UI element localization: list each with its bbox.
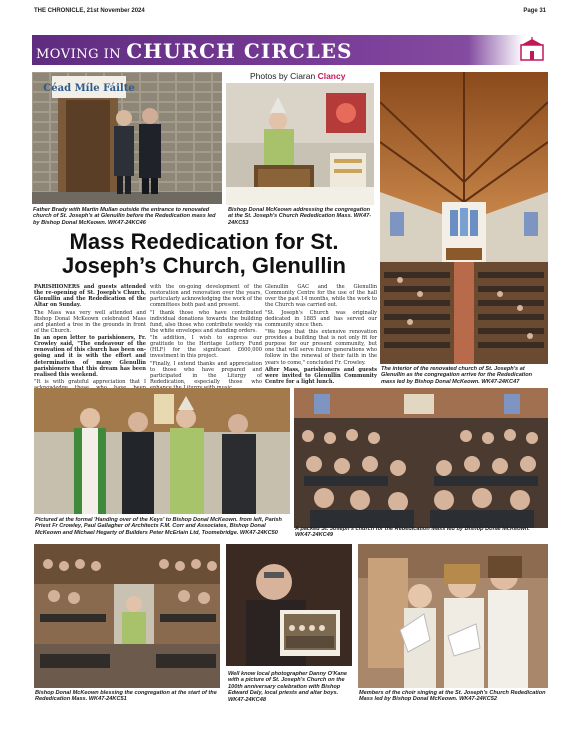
page-number: Page 31 bbox=[523, 8, 546, 14]
photo-choir-singing-art bbox=[358, 544, 548, 688]
photo-local-photographer-art bbox=[226, 544, 352, 666]
photo-bishop-addressing bbox=[226, 83, 374, 205]
caption-church-interior: The interior of the renovated church of St. Joseph's at Glenullin as the congregation arrive for the Rededication mass led by Bishop Donal McKeown. WK47-24KC47 bbox=[381, 366, 533, 385]
article-paragraph: "I thank those who have contributed individual donations towards the building fund, also those who contribute weekly via the white envelopes and standing orders. bbox=[150, 309, 262, 334]
caption-bishop-addressing: Bishop Donal McKeown addressing the congregation at the St. Joseph's Church Rededication Mass. WK47-24KC53 bbox=[228, 207, 372, 226]
article-paragraph: "We hope that this extensive renovation provides a building that is not only fit for purpose for our present community, but one that will serve future generations who follow in the renewal of their faith in the years to come," concluded Fr. Crowley. bbox=[265, 329, 377, 366]
photo-church-interior bbox=[380, 72, 548, 364]
photo-packed-church-art bbox=[294, 388, 548, 528]
photo-handing-over-keys bbox=[34, 388, 290, 514]
caption-bishop-blessing: Bishop Donal McKeown blessing the congregation at the start of the Rededication Mass. WK47-24KC51 bbox=[35, 690, 217, 703]
caption-packed-church: A packed St. Joseph's church for the Rededication Mass led by Bishop Donal McKeown. WK47-24KC49 bbox=[295, 526, 530, 539]
masthead bbox=[34, 8, 546, 18]
church-icon bbox=[519, 37, 545, 63]
section-title-main: CHURCH CIRCLES bbox=[126, 39, 353, 63]
article-lede: PARISHIONERS and guests attended the re-opening of St. Joseph's Church, Glenullin and the Rededication of the Altar on Sunday. bbox=[34, 284, 146, 309]
photo-bishop-blessing-art bbox=[34, 544, 220, 688]
article-paragraph: with the on-going development of the restoration and renovation over the years, particularly acknowledging the work of the committees both past and present. bbox=[150, 284, 262, 309]
photographer-name: Clancy bbox=[317, 71, 346, 81]
article-headline: Mass Rededication for St. Joseph’s Church, Glenullin bbox=[61, 229, 346, 278]
article-paragraph: "St. Joseph's Church was originally dedicated in 1885 and has served our community since then. bbox=[265, 309, 377, 328]
article-paragraph: "In addition, I wish to express our gratitude to the Heritage Lottery Fund (HLF) for the significant £600,000 investment in this project. bbox=[150, 335, 262, 360]
publication-date: THE CHRONICLE, 21st November 2024 bbox=[34, 8, 145, 14]
photo-choir-singing bbox=[358, 544, 548, 688]
photo-local-photographer bbox=[226, 544, 352, 666]
photo-handing-over-keys-art bbox=[34, 388, 290, 514]
photo-credit bbox=[250, 71, 345, 81]
article-column-1 bbox=[34, 284, 146, 398]
section-banner bbox=[32, 35, 548, 65]
article-column-3 bbox=[265, 284, 377, 386]
article-paragraph: "It is with grateful appreciation that I bbox=[34, 378, 146, 385]
caption-local-photographer: Well know local photographer Danny O'Kane with a picture of St. Joseph's Church on the 100th anniversary celebration with Bishop Edward Daly, local priests and altar boys. WK47-24KC48 bbox=[228, 671, 348, 703]
photo-packed-church bbox=[294, 388, 548, 528]
article-column-2 bbox=[150, 284, 262, 400]
article-paragraph-bold: In an open letter to parishioners, Fr. Crowley said, "The endeavour of the renovation of this church has been on-going and it is with the effort and determination of many Glenullin parishioners that this dream has been realised this weekend. bbox=[34, 335, 146, 378]
article-paragraph: Glenullin GAC and the Glenullin Community Centre for the use of the hall over the past 14 months, while the work to the Church was carried out. bbox=[265, 284, 377, 309]
article-paragraph: The Mass was very well attended and Bishop Donal McKeown celebrated Mass and planted a tree in the grounds in front of the Church. bbox=[34, 309, 146, 334]
article-paragraph-bold: After Mass, parishioners and guests were invited to Glenullin Community Centre for a light lunch. bbox=[265, 366, 377, 385]
photo-church-entrance bbox=[32, 72, 222, 204]
caption-handing-over-keys: Pictured at the formal 'Handing over of the Keys' to Bishop Donal McKeown. from left, Parish Priest Fr Crowley, Paul Gallagher of Architects F.M. Corr and Associates, Bishop Donal McKeown and Michael Hegarty of Builders Peter McErlain Ltd, Toomebridge. WK47-24KC50 bbox=[35, 517, 282, 536]
section-title-prefix: MOVING IN bbox=[36, 47, 122, 62]
caption-choir-singing: Members of the choir singing at the St. Joseph's Church Rededication Mass led by Bishop Donal McKeown. WK47-24KC52 bbox=[359, 690, 546, 703]
article-paragraph: "Finally, I extend thanks and appreciation to those who have prepared and participated in the Liturgy of Rededication, especially those who bbox=[150, 360, 262, 385]
photo-bishop-addressing-art bbox=[226, 83, 374, 205]
caption-church-entrance: Father Brady with Martin Mullan outside the entrance to renovated church of St. Joseph's at Glenullin before the Rededication mass led by Bishop Donal McKeown. WK47-24KC46 bbox=[33, 207, 216, 226]
photo-bishop-blessing bbox=[34, 544, 220, 688]
photo-credit-label: Photos by Ciaran bbox=[250, 71, 316, 81]
welcome-sign-text: Céad Míle Fáilte bbox=[43, 83, 135, 94]
section-title bbox=[36, 39, 352, 63]
photo-church-interior-art bbox=[380, 72, 548, 364]
photo-church-entrance-art bbox=[32, 72, 222, 204]
